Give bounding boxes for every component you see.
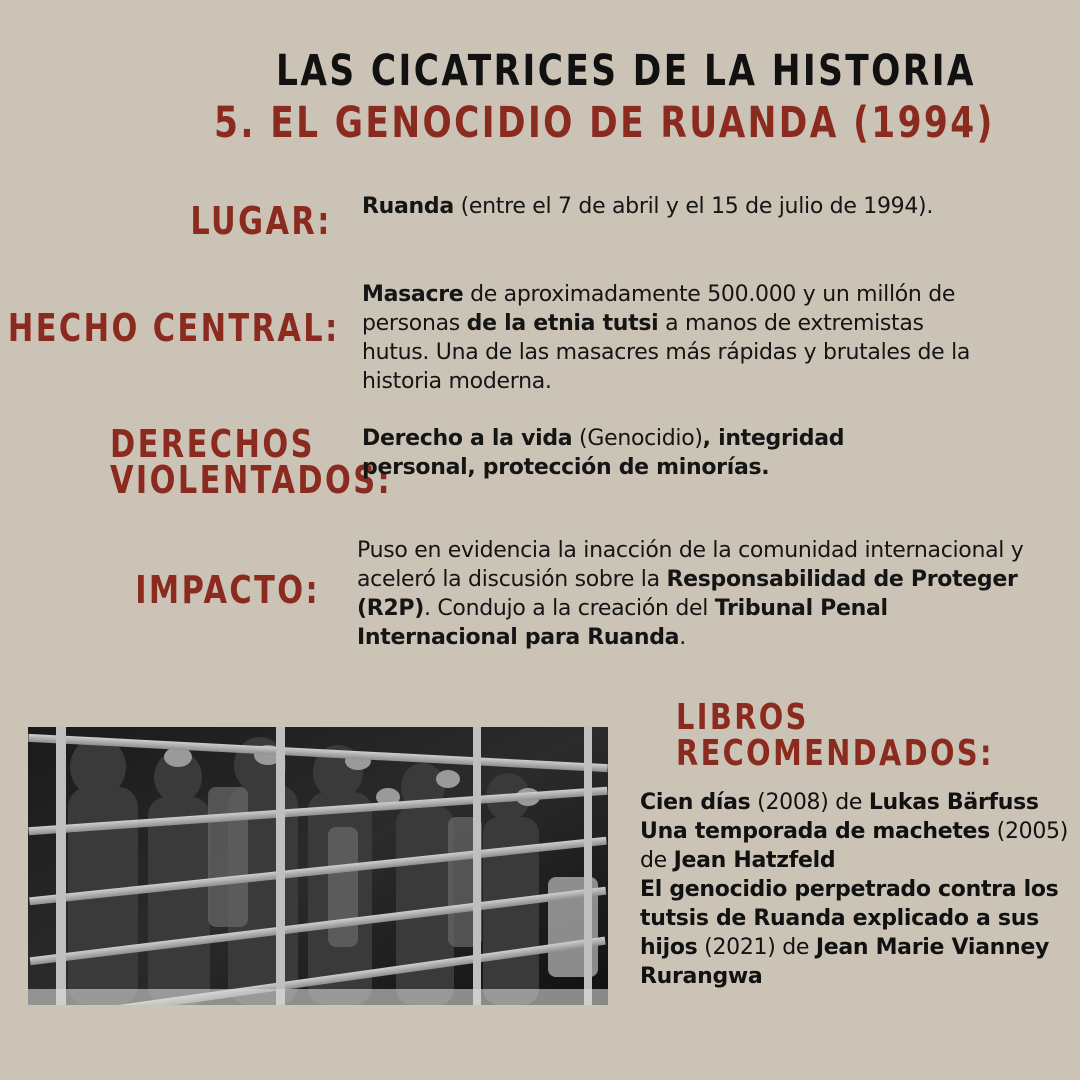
book-item: Cien días (2008) de Lukas Bärfuss	[640, 790, 1039, 815]
text-hecho-central: Masacre de aproximadamente 500.000 y un millón de personas de la etnia tutsi a manos de extremistas hutus. Una de las masacres más rápidas y brutales de la historia moderna.	[362, 282, 971, 394]
label-impacto: IMPACTO:	[135, 568, 320, 612]
historical-photo	[28, 727, 608, 1005]
books-list	[640, 788, 1070, 991]
book-item: Una temporada de machetes (2005) de Jean Hatzfeld	[640, 819, 1069, 873]
book-item: El genocidio perpetrado contra los tutsis de Ruanda explicado a sus hijos (2021) de Jean Marie Vianney Rurangwa	[640, 877, 1059, 989]
page-title: LAS CICATRICES DE LA HISTORIA	[276, 46, 976, 96]
label-derechos-violentados: DERECHOS VIOLENTADOS:	[110, 422, 393, 502]
label-lugar: LUGAR:	[190, 199, 332, 243]
subtitle-number: 5.	[214, 98, 256, 148]
page-subtitle	[214, 98, 1080, 148]
label-hecho-central: HECHO CENTRAL:	[8, 306, 340, 350]
text-lugar: Ruanda (entre el 7 de abril y el 15 de julio de 1994).	[362, 194, 934, 219]
books-heading: LIBROS RECOMENDADOS:	[676, 697, 994, 774]
text-impacto: Puso en evidencia la inacción de la comunidad internacional y aceleró la discusión sobre la Responsabilidad de Proteger (R2P). Condujo a la creación del Tribunal Penal Internacional para Ruanda.	[357, 538, 1024, 650]
people-behind-bars-icon	[28, 727, 608, 1005]
text-derechos-violentados: Derecho a la vida (Genocidio), integridad personal, protección de minorías.	[362, 426, 845, 480]
subtitle-text: EL GENOCIDIO DE RUANDA (1994)	[270, 98, 995, 148]
